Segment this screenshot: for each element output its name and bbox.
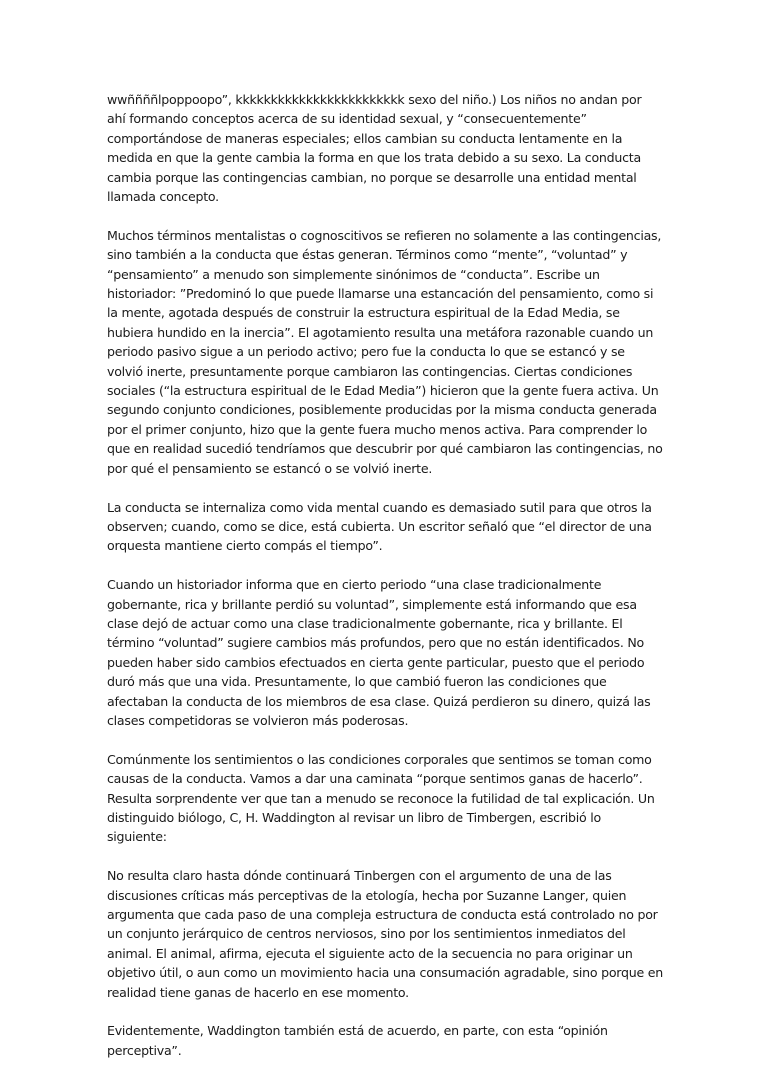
paragraph-1: wwññññlpoppoopo”, kkkkkkkkkkkkkkkkkkkkkkkk sexo del niño.) Los niños no andan por ahí formando conceptos acerca de su identidad sexual, y “consecuentemente” comportándose de maneras especiales; ellos cambian su conducta lentamente en la medida en que la gente cambia la forma en que los trata debido a su sexo. La conducta cambia porque las contingencias cambian, no porque se desarrolle una entidad mental llamada concepto.	[107, 92, 642, 205]
paragraph-6: No resulta claro hasta dónde continuará Tinbergen con el argumento de una de las discusiones críticas más perceptivas de la etología, hecha por Suzanne Langer, quien argumenta que cada paso de una compleja estructura de conducta está controlado no por un conjunto jerárquico de centros nerviosos, sino por los sentimientos inmediatos del animal. El animal, afirma, ejecuta el siguiente acto de la secuencia no para originar un objetivo útil, o aun como un movimiento hacia una consumación agradable, sino porque en realidad tiene ganas de hacerlo en ese momento.	[107, 868, 663, 1000]
paragraph-4: Cuando un historiador informa que en cierto periodo “una clase tradicionalmente gobernante, rica y brillante perdió su voluntad”, simplemente está informando que esa clase dejó de actuar como una clase tradicionalmente gobernante, rica y brillante. El término “voluntad” sugiere cambios más profundos, pero que no están identificados. No pueden haber sido cambios efectuados en cierta gente particular, puesto que el periodo duró más que una vida. Presuntamente, lo que cambió fueron las condiciones que afectaban la conducta de los miembros de esa clase. Quizá perdieron su dinero, quizá las clases competidoras se volvieron más poderosas.	[107, 577, 651, 728]
paragraph-2: Muchos términos mentalistas o cognoscitivos se refieren no solamente a las contingencias, sino también a la conducta que éstas generan. Términos como “mente”, “voluntad” y “pensamiento” a menudo son simplemente sinónimos de “conducta”. Escribe un historiador: ”Predominó lo que puede llamarse una estancación del pensamiento, como si la mente, agotada después de construir la estructura espiritual de la Edad Media, se hubiera hundido en la inercia”. El agotamiento resulta una metáfora razonable cuando un periodo pasivo sigue a un periodo activo; pero fue la conducta lo que se estancó y se volvió inerte, presuntamente porque cambiaron las contingencias. Ciertas condiciones sociales (“la estructura espiritual de le Edad Media”) hicieron que la gente fuera activa. Un segundo conjunto condiciones, posiblemente producidas por la misma conducta generada por el primer conjunto, hizo que la gente fuera mucho menos activa. Para comprender lo que en realidad sucedió tendríamos que descubrir por qué cambiaron las contingencias, no por qué el pensamiento se estancó o se volvió inerte.	[107, 227, 663, 476]
paragraph-5: Comúnmente los sentimientos o las condiciones corporales que sentimos se toman como causas de la conducta. Vamos a dar una caminata “porque sentimos ganas de hacerlo”. Resulta sorprendente ver que tan a menudo se reconoce la futilidad de tal explicación. Un distinguido biólogo, C, H. Waddington al revisar un libro de Timbergen, escribió lo siguiente:	[107, 751, 655, 845]
document-body	[107, 90, 663, 1080]
paragraph-3: La conducta se internaliza como vida mental cuando es demasiado sutil para que otros la observen; cuando, como se dice, está cubierta. Un escritor señaló que “el director de una orquesta mantiene cierto compás el tiempo”.	[107, 499, 652, 554]
paragraph-7: Evidentemente, Waddington también está de acuerdo, en parte, con esta “opinión perceptiva”.	[107, 1023, 608, 1058]
